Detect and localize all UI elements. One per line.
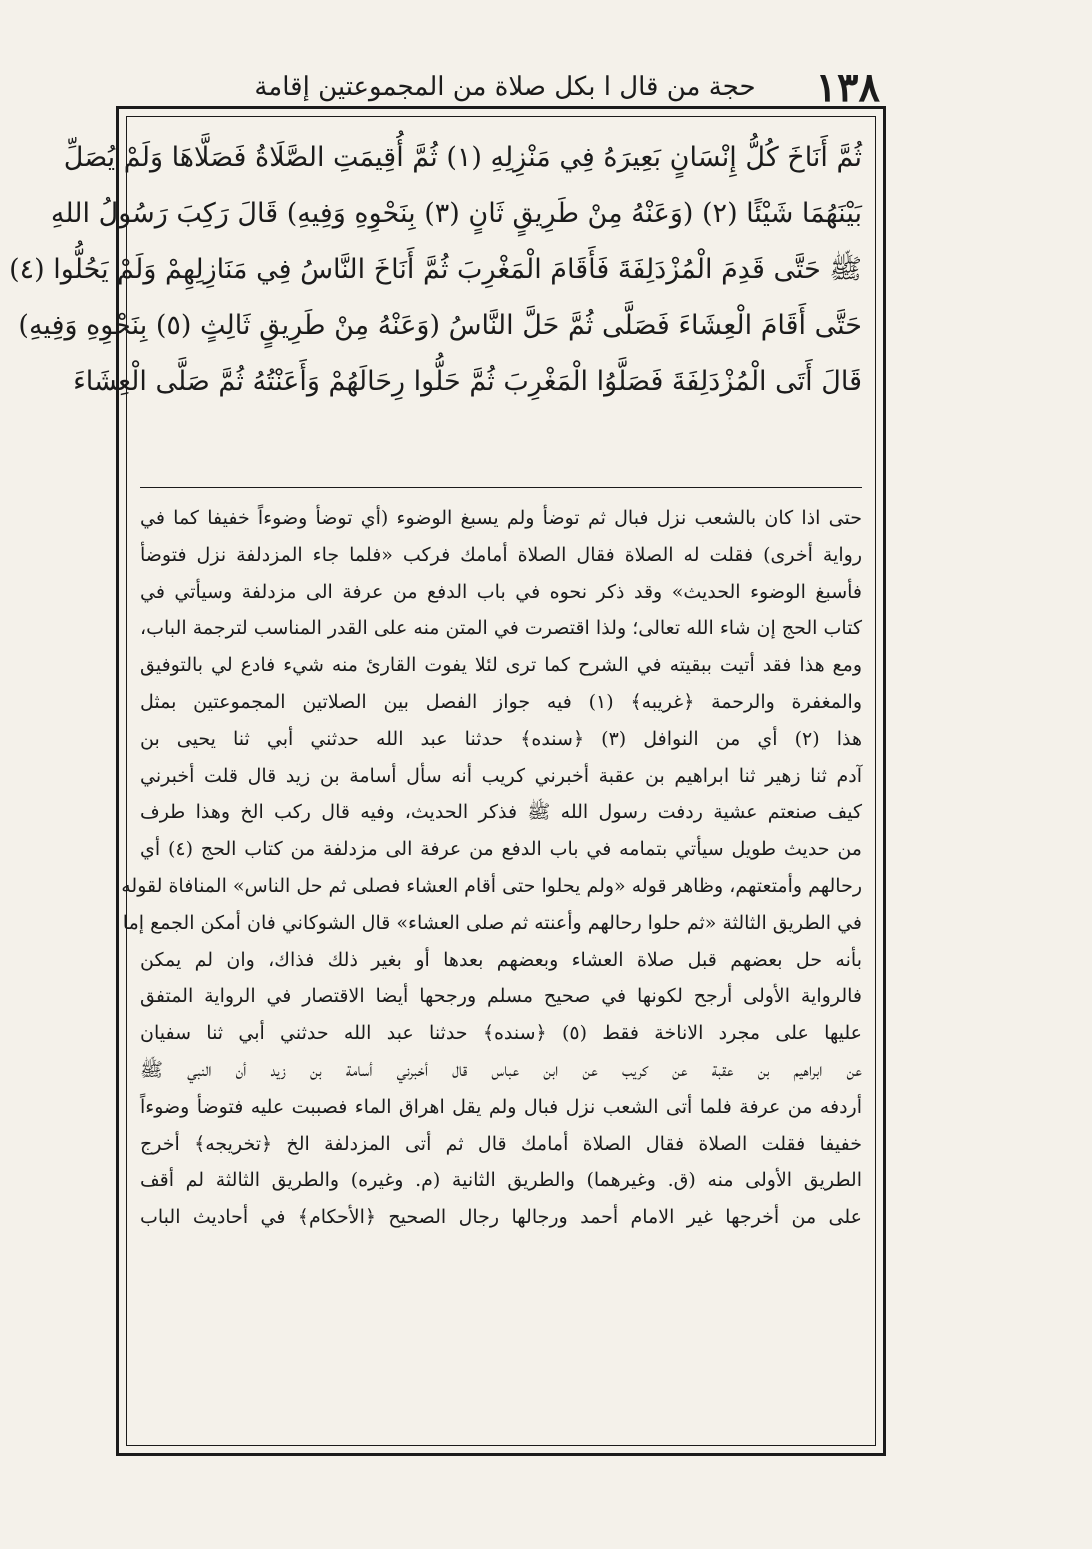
hadith-line: ثُمَّ أَنَاخَ كُلُّ إِنْسَانٍ بَعِيرَهُ فِي مَنْزِلِهِ (١) ثُمَّ أُقِيمَتِ الصَّلَاةُ فَصَلَّاهَا وَلَمْ يُصَلِّ: [63, 142, 862, 173]
commentary-text: [121, 500, 862, 1236]
commentary-line: على من أخرجها غير الامام أحمد ورجالها رجال الصحيح ﴿الأحكام﴾ في أحاديث الباب: [140, 1206, 862, 1229]
commentary-line: كتاب الحج إن شاء الله تعالى؛ ولذا اقتصرت في المتن منه على القدر المناسب لترجمة الباب،: [140, 617, 862, 640]
page-header: [120, 62, 880, 112]
commentary-line: كيف صنعتم عشية ردفت رسول الله ﷺ فذكر الحديث، وفيه قال ركب الخ وهذا طرف: [140, 801, 862, 824]
hadith-line: ﷺ حَتَّى قَدِمَ الْمُزْدَلِفَةَ فَأَقَامَ الْمَغْرِبَ ثُمَّ أَنَاخَ النَّاسُ فِي مَنَازِلِهِمْ وَلَمْ يَحُلُّوا (٤): [9, 254, 862, 285]
commentary-line: فالرواية الأولى أرجح لكونها في صحيح مسلم ورجحها أيضا الاقتصار في الرواية المتفق: [140, 985, 862, 1008]
commentary-line: خفيفا فقلت الصلاة فقال الصلاة أمامك قال ثم أتى المزدلفة الخ ﴿تخريجه﴾ أخرج: [140, 1132, 862, 1155]
commentary-line: آدم ثنا زهير ثنا ابراهيم بن عقبة أخبرني كريب أنه سأل أسامة بن زيد قال قلت أخبرني: [140, 764, 862, 787]
commentary-line: في الطريق الثالثة «ثم حلوا رحالهم وأعنته ثم صلى العشاء» قال الشوكاني فان أمكن الجمع إما: [122, 911, 862, 934]
commentary-line: رواية أخرى) فقلت له الصلاة فقال الصلاة أمامك فركب «فلما جاء المزدلفة نزل فتوضأ: [140, 543, 862, 566]
commentary-line: ومع هذا فقد أتيت ببقيته في الشرح كما ترى لئلا يفوت القارئ منه شيء فادع لي بالتوفيق: [140, 654, 862, 677]
commentary-line: من حديث طويل سيأتي بتمامه في باب الدفع من عرفة الى مزدلفة من كتاب الحج (٤) أي: [140, 838, 862, 861]
hadith-line: بَيْنَهُمَا شَيْئًا (٢) (وَعَنْهُ مِنْ طَرِيقٍ ثَانٍ (٣) بِنَحْوِهِ وَفِيهِ) قَالَ رَكِبَ رَسُولُ اللهِ: [50, 198, 862, 229]
commentary-line: فأسبغ الوضوء الحديث» وقد ذكر نحوه في باب الدفع من عرفة الى مزدلفة وسيأتي في: [140, 580, 862, 603]
hadith-text: [9, 130, 862, 410]
commentary-line: والمغفرة والرحمة ﴿غريبه﴾ (١) فيه جواز الفصل بين الصلاتين المجموعتين بمثل: [140, 690, 862, 713]
hadith-line: حَتَّى أَقَامَ الْعِشَاءَ فَصَلَّى ثُمَّ حَلَّ النَّاسُ (وَعَنْهُ مِنْ طَرِيقٍ ثَالِثٍ (٥) بِنَحْوِهِ وَفِيهِ): [18, 310, 862, 341]
commentary-line: بأنه حل بعضهم قبل صلاة العشاء وبعضهم بعدها أو بغير ذلك فذاك، وان لم يمكن: [140, 948, 862, 971]
commentary-line: حتى اذا كان بالشعب نزل فبال ثم توضأ ولم يسبغ الوضوء (أي توضأ وضوءاً خفيفا كما في: [140, 507, 862, 529]
section-divider: [140, 487, 862, 488]
commentary-line: رحالهم وأمتعتهم، وظاهر قوله «ولم يحلوا حتى أقام العشاء فصلى ثم حل الناس» المنافاة لقوله: [121, 874, 862, 897]
commentary-line: هذا (٢) أي من النوافل (٣) ﴿سنده﴾ حدثنا عبد الله حدثني أبي ثنا يحيى بن: [140, 727, 862, 750]
commentary-line: عن ابراهيم بن عقبة عن كريب عن ابن عباس قال أخبرني أسامة بن زيد أن النبي ﷺ: [140, 1058, 862, 1081]
running-title: حجة من قال ا بكل صلاة من المجموعتين إقامة: [254, 72, 756, 102]
commentary-line: الطريق الأولى منه (ق. وغيرهما) والطريق الثانية (م. وغيره) والطريق الثالثة لم أقف: [140, 1169, 862, 1192]
hadith-line: قَالَ أَتَى الْمُزْدَلِفَةَ فَصَلَّوُا الْمَغْرِبَ ثُمَّ حَلُّوا رِحَالَهُمْ وَأَعَنْتُهُ ثُمَّ صَلَّى الْعِشَاءَ: [73, 366, 862, 397]
page-number: ١٣٨: [815, 63, 880, 111]
commentary-line: عليها على مجرد الاناخة فقط (٥) ﴿سنده﴾ حدثنا عبد الله حدثني أبي ثنا سفيان: [140, 1022, 862, 1045]
commentary-line: أردفه من عرفة فلما أتى الشعب نزل فبال ولم يقل اهراق الماء فصببت عليه فتوضأ وضوءاً: [140, 1095, 862, 1118]
